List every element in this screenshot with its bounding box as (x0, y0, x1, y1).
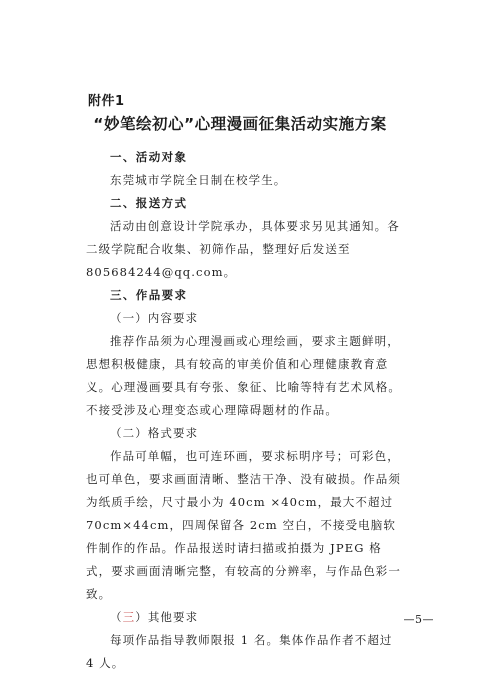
page-number: —5— (403, 613, 434, 626)
subsection-heading-other-open: （ (110, 610, 123, 624)
section-heading-submission: 二、报送方式 (110, 196, 188, 210)
subsection-heading-other (86, 606, 404, 629)
subsection-text-other: 每项作品指导教师限报 1 名。集体作品作者不超过 4 人。 (86, 633, 393, 670)
subsection-heading-content: （一）内容要求 (110, 311, 199, 325)
attachment-label: 附件1 (88, 94, 125, 109)
subsection-heading-other-number: 三 (122, 610, 136, 624)
subsection-text-format: 作品可单幅，也可连环画，要求标明序号；可彩色，也可单色，要求画面清晰、整洁干净、没有破损。作品须为纸质手绘，尺寸最小为 40cm ×40cm，最大不超过 70cm×44cm，四周保留各 2cm 空白，不接受电脑软件制作的作品。作品报送时请扫描或拍摄为 JPEG 格式，要求画面清晰完整，有较高的分辨率，与作品色彩一致。 (86, 449, 401, 601)
section-heading-target: 一、活动对象 (110, 150, 188, 164)
document-title: “妙笔绘初心”心理漫画征集活动实施方案 (93, 115, 387, 133)
subsection-heading-other-close: ）其他要求 (135, 610, 199, 624)
section-heading-requirements: 三、作品要求 (110, 288, 188, 302)
subsection-text-content: 推荐作品须为心理漫画或心理绘画，要求主题鲜明，思想积极健康，具有较高的审美价值和心理健康教育意义。心理漫画要具有夸张、象征、比喻等特有艺术风格。不接受涉及心理变态或心理障碍题材的作品。 (86, 334, 401, 417)
section-text-submission: 活动由创意设计学院承办，具体要求另见其通知。各二级学院配合收集、初筛作品，整理好后发送至 805684244@qq.com。 (86, 219, 400, 279)
subsection-heading-format: （二）格式要求 (110, 426, 199, 440)
document-body (86, 146, 404, 675)
section-text-target: 东莞城市学院全日制在校学生。 (110, 173, 287, 187)
